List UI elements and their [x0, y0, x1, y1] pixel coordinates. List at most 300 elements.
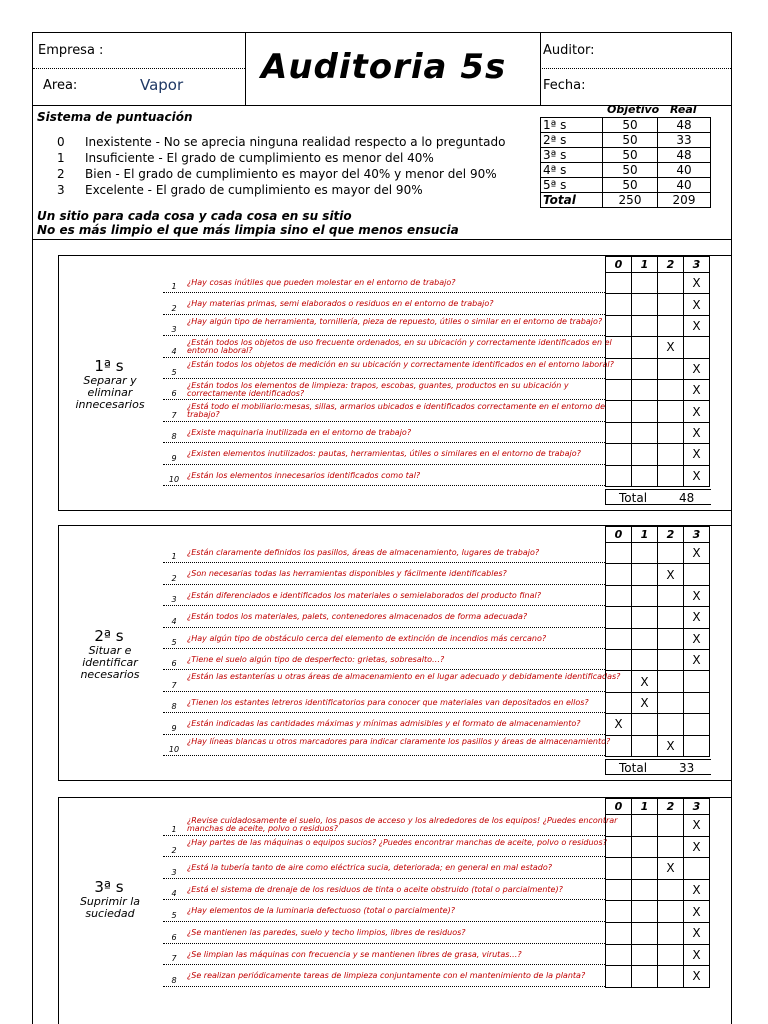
question-text: ¿Se limpian las máquinas con frecuencia y se mantienen libres de grasa, virutas…?	[187, 949, 522, 959]
section-2	[58, 525, 732, 781]
score-cell[interactable]	[658, 815, 684, 837]
score-cell[interactable]	[658, 836, 684, 858]
score-cell[interactable]	[658, 922, 684, 944]
score-cell[interactable]	[606, 692, 632, 713]
question-text: ¿Están indicadas las cantidades máximas y mínimas admisibles y el formato de almacenamiento?	[187, 719, 581, 729]
score-cell[interactable]	[658, 671, 684, 692]
score-cell[interactable]	[684, 628, 710, 649]
score-row	[606, 735, 710, 756]
question-number: 5	[171, 638, 177, 647]
score-col-header: 3	[684, 799, 710, 815]
score-cell[interactable]	[606, 858, 632, 880]
question-text: ¿Están todos los objetos de medición en su ubicación y correctamente identificados en el entorno laboral?	[187, 359, 614, 369]
score-cell[interactable]	[684, 315, 710, 336]
summary-row	[541, 118, 711, 133]
score-cell[interactable]	[658, 358, 684, 379]
check-mark: X	[666, 861, 675, 876]
score-cell[interactable]	[658, 315, 684, 336]
score-cell[interactable]	[658, 337, 684, 358]
check-mark: X	[666, 340, 675, 355]
scoring-level-number: 3	[57, 183, 65, 197]
score-cell[interactable]	[684, 337, 710, 358]
score-cell[interactable]	[606, 585, 632, 606]
score-row	[606, 901, 710, 923]
score-cell[interactable]	[606, 714, 632, 735]
divider	[33, 68, 245, 69]
score-row	[606, 966, 710, 988]
score-cell[interactable]	[684, 401, 710, 422]
question-number: 3	[171, 595, 177, 605]
score-cell[interactable]	[684, 836, 710, 858]
score-cell[interactable]	[632, 379, 658, 400]
score-grid-header	[606, 799, 710, 815]
score-cell[interactable]	[632, 966, 658, 988]
section-total	[605, 489, 711, 505]
check-mark: X	[666, 738, 675, 753]
score-row	[606, 273, 710, 294]
score-cell[interactable]	[632, 671, 658, 692]
scoring-level-text: Insuficiente - El grado de cumplimiento es menor del 40%	[85, 151, 434, 165]
divider	[33, 239, 732, 240]
check-mark: X	[692, 361, 701, 376]
score-col-header: 3	[684, 257, 710, 273]
score-cell[interactable]	[606, 379, 632, 400]
score-cell[interactable]	[684, 294, 710, 315]
summary-total-real: 209	[658, 193, 711, 208]
question-text: ¿Están todos los objetos de uso frecuente ordenados, en su ubicación y correctamente identificados en el entorno laboral?	[187, 338, 612, 356]
section-1	[58, 255, 732, 511]
score-col-header: 1	[632, 527, 658, 543]
score-row	[606, 671, 710, 692]
check-mark: X	[640, 674, 649, 689]
question-divider	[163, 986, 605, 987]
score-cell[interactable]	[684, 649, 710, 670]
check-mark: X	[692, 883, 701, 898]
question-divider	[163, 464, 605, 465]
score-grid-header	[606, 527, 710, 543]
score-cell[interactable]	[684, 607, 710, 628]
question-divider	[163, 584, 605, 585]
score-col-header: 1	[632, 257, 658, 273]
check-mark: X	[692, 468, 701, 483]
score-cell[interactable]	[658, 422, 684, 443]
question-number: 1	[171, 282, 177, 292]
score-cell[interactable]	[606, 422, 632, 443]
question-text: ¿Existen elementos inutilizados: pautas, herramientas, útiles o similares en el entorno de trabajo?	[187, 449, 581, 459]
score-cell[interactable]	[658, 607, 684, 628]
question-divider	[163, 357, 605, 358]
score-col-header: 2	[658, 527, 684, 543]
score-cell[interactable]	[658, 879, 684, 901]
question-divider	[163, 943, 605, 944]
score-cell[interactable]	[684, 465, 710, 486]
question-number: 3	[171, 325, 177, 335]
score-cell[interactable]	[658, 944, 684, 966]
score-row	[606, 564, 710, 585]
question-text: ¿Está todo el mobiliario:mesas, sillas, armarios ubicados e identificados correctamente en el entorno de trabajo?	[187, 402, 606, 420]
score-cell[interactable]	[632, 444, 658, 465]
summary-label: 2ª s	[541, 133, 603, 148]
fecha-label: Fecha:	[543, 78, 586, 93]
question-divider	[163, 292, 605, 293]
question-divider	[163, 734, 605, 735]
section-name: 3ª s	[94, 878, 124, 897]
score-cell[interactable]	[606, 836, 632, 858]
score-cell[interactable]	[658, 966, 684, 988]
section-name: 2ª s	[94, 627, 124, 645]
score-cell[interactable]	[658, 444, 684, 465]
score-cell[interactable]	[684, 379, 710, 400]
score-row	[606, 944, 710, 966]
score-cell[interactable]	[658, 901, 684, 923]
check-mark: X	[692, 839, 701, 854]
question-divider	[163, 712, 605, 713]
score-cell[interactable]	[606, 465, 632, 486]
score-cell[interactable]	[632, 692, 658, 713]
question-divider	[163, 605, 605, 606]
score-cell[interactable]	[658, 858, 684, 880]
question-text: ¿Están las estanterías u otras áreas de almacenamiento en el lugar adecuado y debidamente identificadas?	[187, 672, 621, 682]
scoring-level-text: Excelente - El grado de cumplimiento es mayor del 90%	[85, 183, 423, 197]
area-label: Area:	[43, 78, 78, 93]
area-value: Vapor	[140, 76, 184, 94]
question-text: ¿Hay algún tipo de herramienta, tornillería, pieza de repuesto, útiles o similar en el entorno de trabajo?	[187, 316, 603, 326]
score-cell[interactable]	[658, 735, 684, 756]
question-number: 6	[171, 932, 177, 942]
question-divider	[163, 485, 605, 486]
score-cell[interactable]	[684, 858, 710, 880]
question-text: ¿Están todos los elementos de limpieza: trapos, escobas, guantes, productos en su ubicación y correctamente identificados?	[187, 381, 569, 398]
score-cell[interactable]	[658, 714, 684, 735]
score-cell[interactable]	[684, 564, 710, 585]
score-cell[interactable]	[632, 922, 658, 944]
score-cell[interactable]	[632, 465, 658, 486]
summary-label: 4ª s	[541, 163, 603, 178]
check-mark: X	[692, 383, 701, 398]
question-number: 8	[171, 432, 177, 442]
section-total-value: 33	[679, 761, 695, 775]
score-cell[interactable]	[606, 444, 632, 465]
check-mark: X	[692, 926, 701, 941]
scoring-level-number: 0	[57, 135, 65, 149]
question-number: 3	[171, 867, 177, 877]
auditor-label: Auditor:	[543, 43, 595, 58]
score-cell[interactable]	[606, 337, 632, 358]
audit-sheet	[32, 32, 732, 1024]
score-grid	[605, 526, 710, 757]
check-mark: X	[692, 904, 701, 919]
check-mark: X	[692, 425, 701, 440]
score-cell[interactable]	[684, 692, 710, 713]
question-number: 2	[171, 573, 177, 583]
score-cell[interactable]	[684, 273, 710, 294]
check-mark: X	[640, 695, 649, 710]
question-divider	[163, 627, 605, 628]
check-mark: X	[666, 567, 675, 582]
summary-row	[541, 178, 711, 193]
scoring-level-text: Bien - El grado de cumplimiento es mayor del 40% y menor del 90%	[85, 167, 497, 181]
question-text: ¿Hay materias primas, semi elaborados o residuos en el entorno de trabajo?	[187, 299, 494, 309]
question-number: 2	[171, 846, 177, 856]
score-cell[interactable]	[632, 401, 658, 422]
score-row	[606, 379, 710, 400]
score-row	[606, 714, 710, 735]
score-cell[interactable]	[658, 692, 684, 713]
score-cell[interactable]	[684, 735, 710, 756]
score-cell[interactable]	[632, 628, 658, 649]
empresa-label: Empresa :	[38, 43, 104, 58]
score-cell[interactable]	[658, 401, 684, 422]
score-cell[interactable]	[606, 671, 632, 692]
section-description: Separar y eliminar innecesarios	[75, 374, 145, 411]
score-row	[606, 815, 710, 837]
score-row	[606, 628, 710, 649]
score-row	[606, 294, 710, 315]
score-col-header: 2	[658, 799, 684, 815]
score-cell[interactable]	[632, 315, 658, 336]
score-row	[606, 649, 710, 670]
summary-label: 3ª s	[541, 148, 603, 163]
score-cell[interactable]	[684, 901, 710, 923]
summary-real: 48	[658, 118, 711, 133]
score-row	[606, 422, 710, 443]
score-cell[interactable]	[606, 273, 632, 294]
score-row	[606, 879, 710, 901]
check-mark: X	[692, 653, 701, 668]
summary-label: 5ª s	[541, 178, 603, 193]
score-cell[interactable]	[684, 879, 710, 901]
section-total-label: Total	[619, 761, 648, 775]
summary-objetivo: 50	[603, 148, 658, 163]
question-text: ¿Se mantienen las paredes, suelo y techo limpios, libres de residuos?	[187, 928, 466, 937]
col-objetivo: Objetivo	[607, 103, 660, 116]
score-cell[interactable]	[658, 649, 684, 670]
score-cell[interactable]	[606, 901, 632, 923]
score-cell[interactable]	[606, 294, 632, 315]
score-cell[interactable]	[684, 815, 710, 837]
score-cell[interactable]	[606, 966, 632, 988]
question-divider	[163, 856, 605, 857]
score-cell[interactable]	[632, 858, 658, 880]
check-mark: X	[692, 404, 701, 419]
score-row	[606, 858, 710, 880]
score-cell[interactable]	[658, 628, 684, 649]
summary-objetivo: 50	[603, 133, 658, 148]
question-divider	[163, 562, 605, 563]
score-col-header: 1	[632, 799, 658, 815]
score-col-header: 3	[684, 527, 710, 543]
score-cell[interactable]	[632, 422, 658, 443]
divider	[540, 68, 732, 69]
score-cell[interactable]	[658, 273, 684, 294]
question-divider	[163, 669, 605, 670]
question-number: 6	[171, 659, 177, 669]
score-row	[606, 337, 710, 358]
check-mark: X	[692, 610, 701, 625]
score-cell[interactable]	[632, 879, 658, 901]
divider	[245, 33, 246, 105]
check-mark: X	[692, 447, 701, 462]
score-cell[interactable]	[606, 649, 632, 670]
question-text: ¿Está el sistema de drenaje de los residuos de tinta o aceite obstruido (total o parcialmente)?	[187, 884, 563, 894]
question-text: ¿Hay elementos de la luminaria defectuoso (total o parcialmente)?	[187, 906, 455, 916]
score-cell[interactable]	[684, 543, 710, 564]
summary-real: 48	[658, 148, 711, 163]
check-mark: X	[692, 588, 701, 603]
check-mark: X	[614, 717, 623, 732]
divider	[540, 33, 541, 105]
check-mark: X	[692, 276, 701, 291]
score-cell[interactable]	[658, 379, 684, 400]
motto-2: No es más limpio el que más limpia sino el que menos ensucia	[37, 223, 459, 237]
section-name: 1ª s	[94, 357, 124, 375]
question-text: ¿Están todos los materiales, palets, contenedores almacenados de forma adecuada?	[187, 612, 528, 622]
score-cell[interactable]	[658, 585, 684, 606]
question-divider	[163, 835, 605, 836]
score-cell[interactable]	[658, 465, 684, 486]
score-cell[interactable]	[632, 543, 658, 564]
score-cell[interactable]	[606, 944, 632, 966]
score-col-header: 0	[606, 799, 632, 815]
score-cell[interactable]	[632, 714, 658, 735]
score-cell[interactable]	[606, 543, 632, 564]
question-divider	[163, 899, 605, 900]
score-cell[interactable]	[606, 922, 632, 944]
score-col-header: 2	[658, 257, 684, 273]
check-mark: X	[692, 947, 701, 962]
score-cell[interactable]	[632, 649, 658, 670]
question-divider	[163, 335, 605, 336]
score-row	[606, 692, 710, 713]
score-cell[interactable]	[606, 879, 632, 901]
score-cell[interactable]	[684, 422, 710, 443]
score-row	[606, 315, 710, 336]
question-text: ¿Están claramente definidos los pasillos, áreas de almacenamiento, lugares de trabajo?	[187, 548, 540, 557]
question-text: ¿Están los elementos innecesarios identificados como tal?	[187, 470, 421, 480]
score-cell[interactable]	[632, 944, 658, 966]
score-row	[606, 401, 710, 422]
score-row	[606, 465, 710, 486]
score-cell[interactable]	[658, 294, 684, 315]
score-cell[interactable]	[684, 944, 710, 966]
score-cell[interactable]	[684, 922, 710, 944]
score-cell[interactable]	[606, 607, 632, 628]
question-divider	[163, 878, 605, 879]
question-number: 10	[168, 745, 180, 754]
question-divider	[163, 691, 605, 692]
summary-total-label: Total	[541, 193, 603, 208]
summary-table	[540, 117, 711, 208]
question-text: ¿Está la tubería tanto de aire como eléctrica sucia, deteriorada; en general en mal estado?	[187, 863, 553, 873]
score-cell[interactable]	[606, 564, 632, 585]
question-text: ¿Hay algún tipo de obstáculo cerca del elemento de extinción de incendios más cercano?	[187, 633, 547, 643]
question-text: ¿Están diferenciados e identificados los materiales o semielaborados del producto final?	[187, 590, 541, 600]
score-col-header: 0	[606, 527, 632, 543]
scoring-level-number: 1	[57, 151, 65, 165]
question-number: 10	[168, 475, 180, 484]
score-cell[interactable]	[606, 358, 632, 379]
score-cell[interactable]	[658, 543, 684, 564]
score-cell[interactable]	[632, 815, 658, 837]
score-cell[interactable]	[684, 671, 710, 692]
question-divider	[163, 648, 605, 649]
scoring-title: Sistema de puntuación	[37, 110, 193, 124]
summary-real: 33	[658, 133, 711, 148]
question-divider	[163, 421, 605, 422]
question-divider	[163, 964, 605, 965]
motto-1: Un sitio para cada cosa y cada cosa en su sitio	[37, 209, 352, 223]
question-number: 1	[171, 824, 177, 834]
score-cell[interactable]	[632, 358, 658, 379]
score-cell[interactable]	[606, 315, 632, 336]
score-cell[interactable]	[632, 337, 658, 358]
question-text: ¿Tienen los estantes letreros identificatorios para conocer que materiales van depositados en ellos?	[187, 697, 589, 707]
score-cell[interactable]	[658, 564, 684, 585]
score-cell[interactable]	[606, 628, 632, 649]
score-cell[interactable]	[606, 401, 632, 422]
score-cell[interactable]	[684, 358, 710, 379]
section-total	[605, 759, 711, 775]
check-mark: X	[692, 297, 701, 312]
question-number: 4	[171, 346, 177, 356]
score-cell[interactable]	[606, 735, 632, 756]
check-mark: X	[692, 631, 701, 646]
question-divider	[163, 921, 605, 922]
question-number: 7	[171, 680, 177, 690]
summary-real: 40	[658, 178, 711, 193]
score-cell[interactable]	[632, 607, 658, 628]
question-text: ¿Se realizan periódicamente tareas de limpieza conjuntamente con el mantenimiento de la planta?	[187, 971, 586, 981]
score-cell[interactable]	[684, 585, 710, 606]
score-row	[606, 444, 710, 465]
summary-objetivo: 50	[603, 178, 658, 193]
check-mark: X	[692, 318, 701, 333]
question-text: ¿Existe maquinaria inutilizada en el entorno de trabajo?	[187, 427, 412, 437]
summary-row	[541, 148, 711, 163]
question-text: ¿Hay partes de las máquinas o equipos sucios? ¿Puedes encontrar manchas de aceite, polvo o residuos?	[187, 837, 607, 847]
score-cell[interactable]	[632, 273, 658, 294]
score-cell[interactable]	[684, 714, 710, 735]
question-number: 4	[171, 889, 177, 899]
col-real: Real	[670, 103, 697, 116]
score-cell[interactable]	[632, 735, 658, 756]
page-title: Auditoria 5s	[261, 47, 507, 87]
score-cell[interactable]	[632, 585, 658, 606]
score-cell[interactable]	[632, 901, 658, 923]
summary-row	[541, 133, 711, 148]
summary-total-objetivo: 250	[603, 193, 658, 208]
section-total-value: 48	[679, 491, 695, 505]
section-description: Situar e identificar necesarios	[80, 644, 140, 681]
summary-total-row	[541, 193, 711, 208]
scoring-level-number: 2	[57, 167, 65, 181]
score-row	[606, 358, 710, 379]
scoring-level-text: Inexistente - No se aprecia ninguna realidad respecto a lo preguntado	[85, 135, 506, 149]
question-divider	[163, 399, 605, 400]
score-cell[interactable]	[606, 815, 632, 837]
question-number: 9	[171, 723, 177, 733]
question-number: 7	[171, 410, 177, 420]
section-description: Suprimir la suciedad	[79, 895, 141, 921]
score-cell[interactable]	[632, 836, 658, 858]
score-cell[interactable]	[684, 444, 710, 465]
check-mark: X	[692, 818, 701, 833]
score-cell[interactable]	[632, 564, 658, 585]
score-grid	[605, 256, 710, 487]
score-cell[interactable]	[684, 966, 710, 988]
score-cell[interactable]	[632, 294, 658, 315]
question-number: 1	[171, 552, 177, 562]
